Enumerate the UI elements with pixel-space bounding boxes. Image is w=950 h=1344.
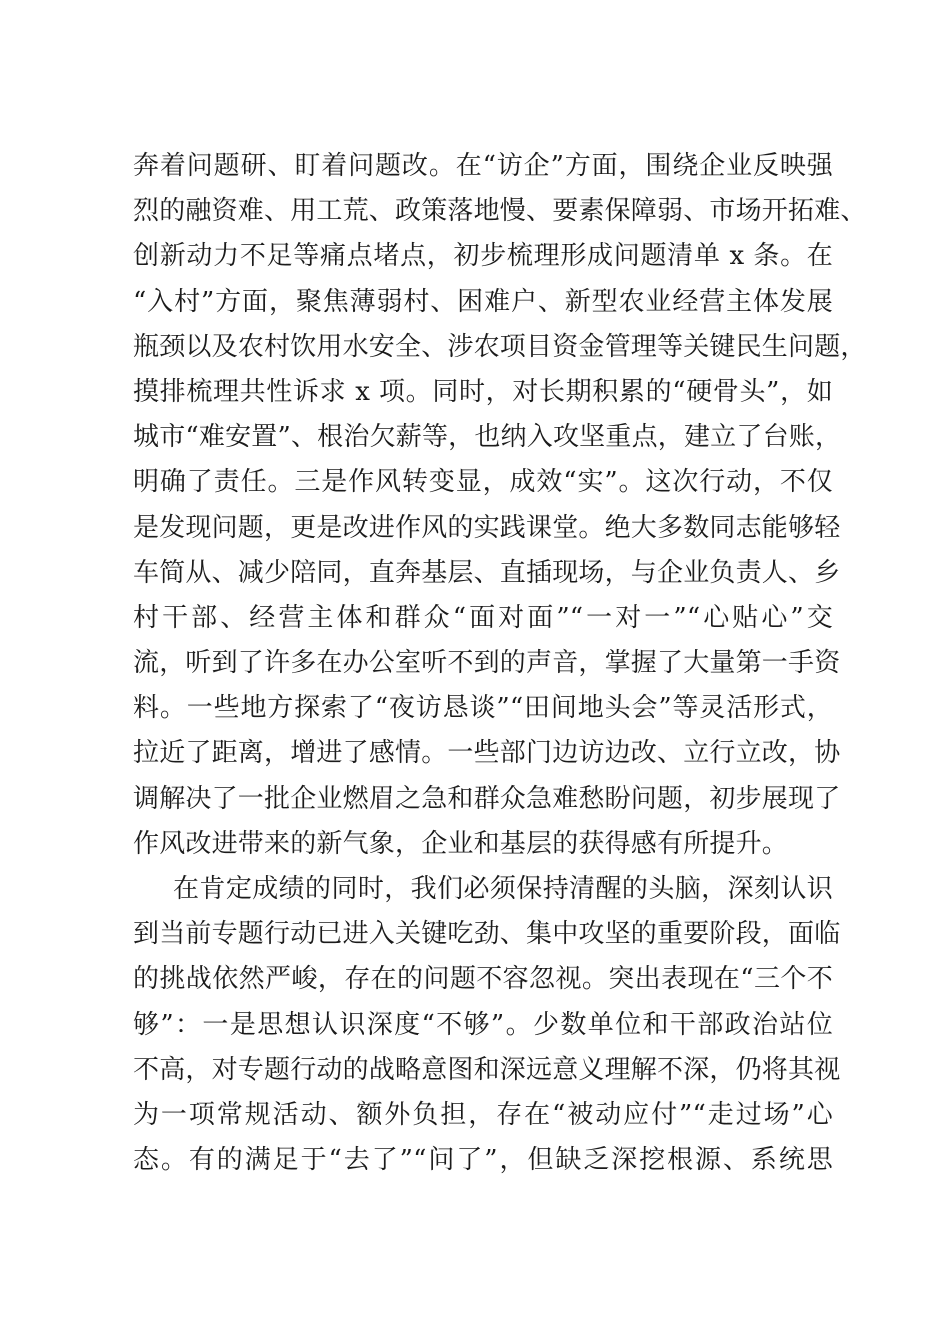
text-line: 料。一些地方探索了“夜访恳谈”“田间地头会”等灵活形式，: [133, 693, 833, 724]
body-text: [133, 144, 867, 1183]
text-line: 创新动力不足等痛点堵点，初步梳理形成问题清单 x 条。在: [133, 241, 833, 272]
text-line: 调解决了一批企业燃眉之急和群众急难愁盼问题，初步展现了: [133, 783, 841, 814]
text-line: 村干部、经营主体和群众“面对面”“一对一”“心贴心”交: [133, 602, 833, 633]
text-line: “入村”方面，聚焦薄弱村、困难户、新型农业经营主体发展: [133, 286, 833, 317]
paragraph-1: [133, 144, 867, 867]
text-line: 明确了责任。三是作风转变显，成效“实”。这次行动，不仅: [133, 467, 833, 498]
text-line: 的挑战依然严峻，存在的问题不容忽视。突出表现在“三个不: [133, 964, 833, 995]
text-line: 烈的融资难、用工荒、政策落地慢、要素保障弱、市场开拓难、: [133, 196, 867, 227]
text-line: 不高，对专题行动的战略意图和深远意义理解不深，仍将其视: [133, 1054, 841, 1085]
text-line: 在肯定成绩的同时，我们必须保持清醒的头脑，深刻认识: [173, 874, 833, 904]
text-line: 摸排梳理共性诉求 x 项。同时，对长期积累的“硬骨头”，如: [133, 376, 833, 407]
text-line: 态。有的满足于“去了”“问了”，但缺乏深挖根源、系统思: [133, 1145, 833, 1176]
text-line: 瓶颈以及农村饮用水安全、涉农项目资金管理等关键民生问题，: [133, 331, 867, 362]
text-line: 是发现问题，更是改进作风的实践课堂。绝大多数同志能够轻: [133, 512, 841, 543]
text-line: 车简从、减少陪同，直奔基层、直插现场，与企业负责人、乡: [133, 557, 841, 588]
text-line: 城市“难安置”、根治欠薪等，也纳入攻坚重点，建立了台账，: [133, 422, 842, 453]
text-line: 奔着问题研、盯着问题改。在“访企”方面，围绕企业反映强: [133, 151, 833, 181]
text-line: 够”：一是思想认识深度“不够”。少数单位和干部政治站位: [133, 1009, 833, 1040]
text-line: 到当前专题行动已进入关键吃劲、集中攻坚的重要阶段，面临: [133, 919, 841, 950]
text-line: 为一项常规活动、额外负担，存在“被动应付”“走过场”心: [133, 1099, 833, 1130]
text-line: 拉近了距离，增进了感情。一些部门边访边改、立行立改，协: [133, 738, 841, 769]
text-line: 作风改进带来的新气象，企业和基层的获得感有所提升。: [133, 828, 789, 859]
paragraph-2: [133, 867, 841, 1183]
text-line: 流，听到了许多在办公室听不到的声音，掌握了大量第一手资: [133, 648, 841, 679]
